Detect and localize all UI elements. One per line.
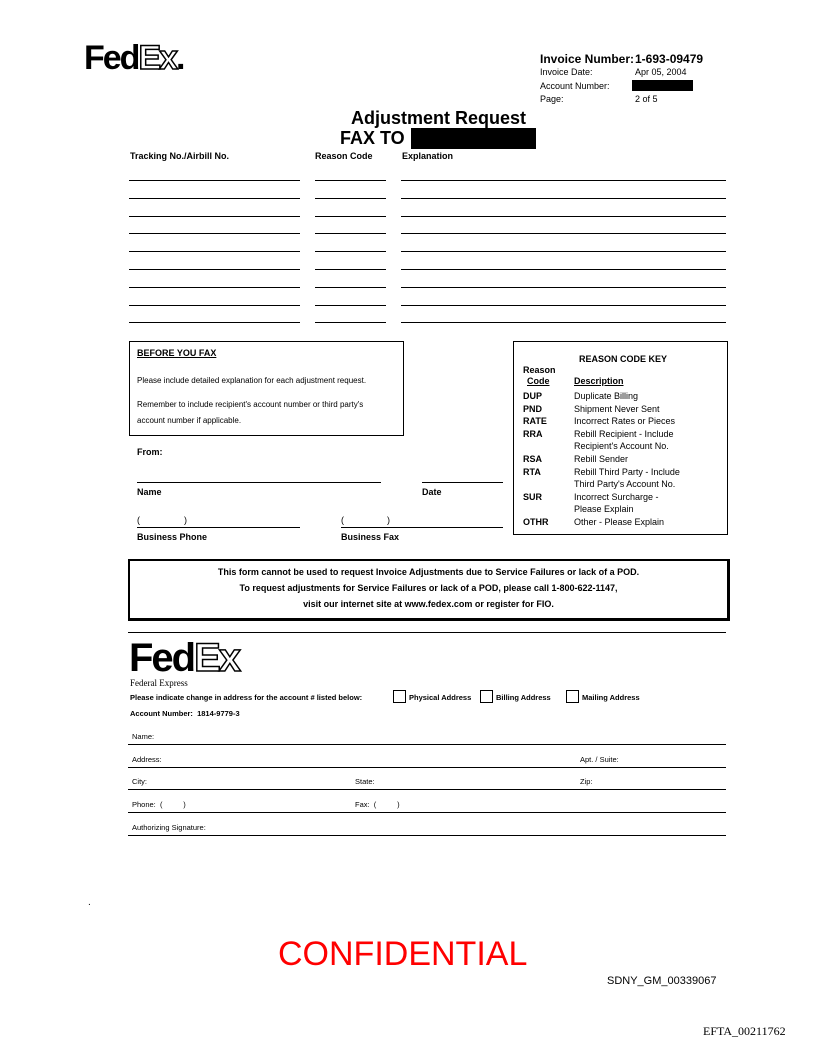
notice-line1: This form cannot be used to request Invoice Adjustments due to Service Failures or lack of a POD. bbox=[217, 567, 640, 577]
before-you-fax-line2a: Remember to include recipient's account number or third party's bbox=[137, 400, 364, 409]
explanation-entry-line[interactable] bbox=[401, 305, 726, 306]
phone-paren-open: ( bbox=[137, 515, 140, 525]
reason-code: RATE bbox=[523, 416, 547, 427]
zip-field-label: Zip: bbox=[580, 777, 593, 786]
account-number-redaction bbox=[632, 80, 693, 91]
explanation-entry-line[interactable] bbox=[401, 180, 726, 181]
reason-entry-line[interactable] bbox=[315, 251, 386, 252]
page-label: Page: bbox=[540, 94, 564, 104]
signature-field-line[interactable] bbox=[128, 835, 726, 836]
fax-to-label: FAX TO bbox=[340, 128, 405, 148]
phone-paren-close: ) bbox=[184, 515, 187, 525]
address-change-instruction: Please indicate change in address for the account # listed below: bbox=[130, 693, 363, 702]
reason-header-1: Reason bbox=[523, 365, 556, 375]
logo-dot: . bbox=[176, 39, 184, 77]
reason-description: Please Explain bbox=[574, 504, 634, 515]
federal-express-subtitle: Federal Express bbox=[130, 678, 188, 688]
reason-description: Third Party's Account No. bbox=[574, 479, 676, 490]
from-label: From: bbox=[137, 447, 163, 457]
reason-description: Incorrect Rates or Pieces bbox=[574, 416, 676, 427]
reason-entry-line[interactable] bbox=[315, 216, 386, 217]
notice-line2: To request adjustments for Service Failures or lack of a POD, please call 1-800-622-1147, bbox=[239, 583, 618, 593]
reason-code: SUR bbox=[523, 491, 543, 502]
reason-code: RRA bbox=[523, 428, 543, 439]
mailing-address-label: Mailing Address bbox=[582, 693, 640, 702]
notice-line3: visit our internet site at www.fedex.com or register for FIO. bbox=[303, 599, 554, 609]
reason-description: Duplicate Billing bbox=[574, 391, 639, 401]
reason-entry-line[interactable] bbox=[315, 180, 386, 181]
invoice-number: 1-693-09479 bbox=[635, 52, 704, 66]
reason-description: Incorrect Surcharge - bbox=[574, 491, 659, 502]
business-phone-line[interactable] bbox=[137, 527, 300, 528]
physical-address-label: Physical Address bbox=[409, 693, 472, 702]
invoice-number-label: Invoice Number: bbox=[540, 52, 635, 66]
city-field-label: City: bbox=[132, 777, 147, 786]
reason-entry-line[interactable] bbox=[315, 233, 386, 234]
tracking-entry-line[interactable] bbox=[129, 198, 300, 199]
reason-description: Recipient's Account No. bbox=[574, 441, 669, 452]
reason-entry-line[interactable] bbox=[315, 287, 386, 288]
mailing-address-checkbox[interactable] bbox=[566, 690, 579, 703]
address-field-line[interactable] bbox=[128, 767, 726, 768]
tracking-entry-line[interactable] bbox=[129, 233, 300, 234]
apt-field-label: Apt. / Suite: bbox=[580, 755, 619, 764]
name-field-label: Name: bbox=[132, 732, 155, 741]
reason-entry-line[interactable] bbox=[315, 198, 386, 199]
description-header: Description bbox=[574, 376, 624, 386]
account-number-value: 1814-9779-3 bbox=[197, 709, 240, 718]
explanation-entry-line[interactable] bbox=[401, 269, 726, 270]
fax-paren-open: ( bbox=[341, 515, 344, 525]
page-title: Adjustment Request bbox=[351, 108, 527, 128]
business-fax-label: Business Fax bbox=[341, 532, 400, 542]
fax-number-redaction bbox=[411, 128, 536, 149]
reason-description: Shipment Never Sent bbox=[574, 403, 660, 414]
bates-number: SDNY_GM_00339067 bbox=[607, 975, 717, 987]
reason-description: Rebill Third Party - Include bbox=[574, 466, 680, 477]
account-label-text: Account Number: bbox=[130, 709, 193, 718]
date-label: Date bbox=[422, 487, 442, 497]
business-phone-label: Business Phone bbox=[137, 532, 208, 542]
reason-code: RSA bbox=[523, 454, 543, 464]
phone-field-line[interactable] bbox=[128, 812, 726, 813]
tracking-entry-line[interactable] bbox=[129, 287, 300, 288]
phone-field-label: Phone: ( ) bbox=[132, 800, 186, 809]
federal-express-logo bbox=[129, 636, 239, 680]
fax-field-label: Fax: ( ) bbox=[355, 800, 400, 809]
reason-code: OTHR bbox=[523, 517, 549, 527]
federal-logo-ex: Ex bbox=[194, 636, 240, 680]
reason-entry-line[interactable] bbox=[315, 269, 386, 270]
federal-logo-fed: Fed bbox=[129, 636, 195, 680]
account-number-label-2 bbox=[130, 709, 240, 718]
explanation-column-header: Explanation bbox=[402, 151, 454, 161]
tracking-entry-line[interactable] bbox=[129, 269, 300, 270]
confidential-stamp: CONFIDENTIAL bbox=[278, 935, 528, 973]
explanation-entry-line[interactable] bbox=[401, 251, 726, 252]
efta-number: EFTA_00211762 bbox=[703, 1024, 786, 1038]
account-number-label: Account Number: bbox=[540, 81, 610, 91]
explanation-entry-line[interactable] bbox=[401, 233, 726, 234]
city-field-line[interactable] bbox=[128, 789, 726, 790]
tracking-entry-line[interactable] bbox=[129, 322, 300, 323]
name-field-line[interactable] bbox=[128, 744, 726, 745]
reason-entry-line[interactable] bbox=[315, 322, 386, 323]
fedex-logo bbox=[84, 38, 184, 78]
tracking-entry-line[interactable] bbox=[129, 180, 300, 181]
tracking-column-header: Tracking No./Airbill No. bbox=[130, 151, 230, 161]
reason-description: Other - Please Explain bbox=[574, 517, 665, 527]
before-you-fax-line2b: account number if applicable. bbox=[137, 416, 242, 425]
explanation-entry-line[interactable] bbox=[401, 216, 726, 217]
name-line[interactable] bbox=[137, 482, 381, 483]
reason-entry-line[interactable] bbox=[315, 305, 386, 306]
reason-description: Rebill Recipient - Include bbox=[574, 428, 674, 439]
date-line[interactable] bbox=[422, 482, 503, 483]
logo-ex-text: Ex bbox=[138, 39, 177, 77]
before-you-fax-title: BEFORE YOU FAX bbox=[137, 348, 217, 358]
reason-code: DUP bbox=[523, 391, 543, 401]
reason-column-header: Reason Code bbox=[315, 151, 373, 161]
section-divider bbox=[128, 632, 726, 633]
before-you-fax-line1: Please include detailed explanation for each adjustment request. bbox=[137, 376, 367, 385]
reason-code-key-title: REASON CODE KEY bbox=[579, 354, 668, 364]
tracking-entry-line[interactable] bbox=[129, 305, 300, 306]
billing-address-checkbox[interactable] bbox=[480, 690, 493, 703]
address-field-label: Address: bbox=[132, 755, 162, 764]
tracking-entry-line[interactable] bbox=[129, 251, 300, 252]
reason-header-2: Code bbox=[527, 376, 550, 386]
business-fax-line[interactable] bbox=[341, 527, 503, 528]
explanation-entry-line[interactable] bbox=[401, 322, 726, 323]
invoice-date-label: Invoice Date: bbox=[540, 67, 593, 77]
invoice-date: Apr 05, 2004 bbox=[635, 67, 687, 77]
signature-field-label: Authorizing Signature: bbox=[132, 823, 206, 832]
reason-code: PND bbox=[523, 403, 543, 414]
name-label: Name bbox=[137, 487, 162, 497]
billing-address-label: Billing Address bbox=[496, 693, 551, 702]
tracking-entry-line[interactable] bbox=[129, 216, 300, 217]
stray-dot: . bbox=[88, 897, 91, 908]
reason-description: Rebill Sender bbox=[574, 454, 629, 464]
state-field-label: State: bbox=[355, 777, 375, 786]
fax-paren-close: ) bbox=[387, 515, 390, 525]
logo-fed-text: Fed bbox=[84, 39, 139, 77]
page-value: 2 of 5 bbox=[635, 94, 658, 104]
physical-address-checkbox[interactable] bbox=[393, 690, 406, 703]
explanation-entry-line[interactable] bbox=[401, 198, 726, 199]
explanation-entry-line[interactable] bbox=[401, 287, 726, 288]
reason-code: RTA bbox=[523, 466, 541, 477]
